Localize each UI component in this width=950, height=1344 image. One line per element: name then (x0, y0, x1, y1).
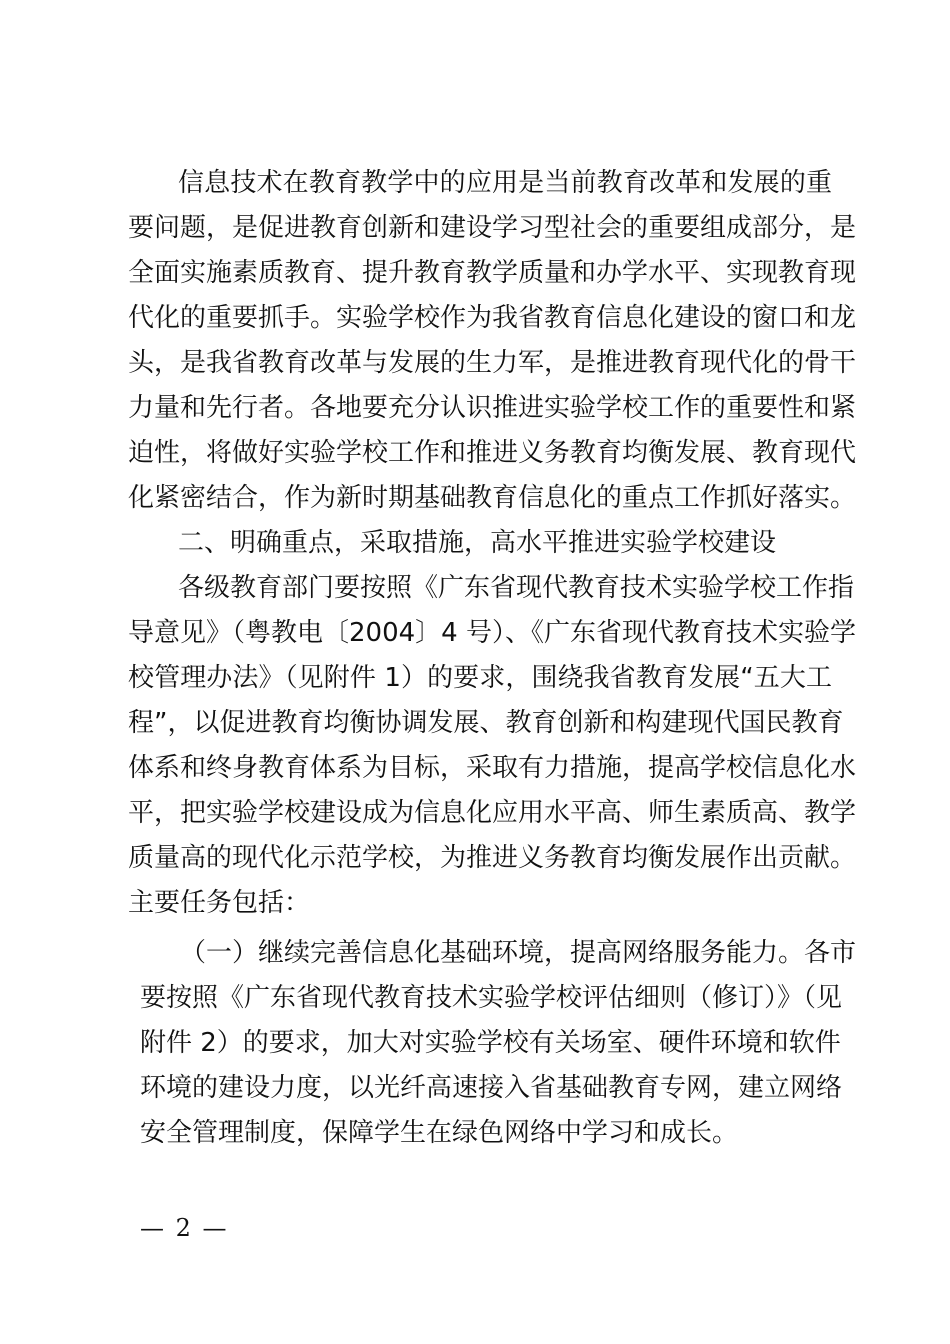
text-line: 质量高的现代化示范学校，为推进义务教育均衡发展作出贡献。 (128, 843, 857, 873)
text-line: 体系和终身教育体系为目标，采取有力措施，提高学校信息化水 (128, 753, 857, 783)
text-line: 全面实施素质教育、提升教育教学质量和办学水平、实现教育现 (128, 258, 857, 288)
section-heading: 二、明确重点，采取措施，高水平推进实验学校建设 (178, 528, 777, 558)
text-line: 要按照《广东省现代教育技术实验学校评估细则（修订）》（见 (140, 983, 843, 1013)
text-line: 化紧密结合，作为新时期基础教育信息化的重点工作抓好落实。 (128, 483, 857, 513)
page-number: — 2 — (140, 1214, 229, 1242)
text-line: 要问题，是促进教育创新和建设学习型社会的重要组成部分，是 (128, 213, 857, 243)
text-line: 代化的重要抓手。实验学校作为我省教育信息化建设的窗口和龙 (128, 303, 857, 333)
text-line: 平，把实验学校建设成为信息化应用水平高、师生素质高、教学 (128, 798, 857, 828)
text-line: 环境的建设力度，以光纤高速接入省基础教育专网，建立网络 (140, 1073, 843, 1103)
text-line: （一）继续完善信息化基础环境，提高网络服务能力。各市 (180, 938, 857, 968)
text-line: 附件 2）的要求，加大对实验学校有关场室、硬件环境和软件 (140, 1028, 841, 1058)
text-line: 信息技术在教育教学中的应用是当前教育改革和发展的重 (178, 168, 832, 198)
text-line: 各级教育部门要按照《广东省现代教育技术实验学校工作指 (178, 573, 855, 603)
text-line: 校管理办法》（见附件 1）的要求，围绕我省教育发展“五大工 (128, 663, 832, 693)
text-line: 头，是我省教育改革与发展的生力军，是推进教育现代化的骨干 (128, 348, 857, 378)
text-line: 迫性，将做好实验学校工作和推进义务教育均衡发展、教育现代 (128, 438, 857, 468)
text-line: 主要任务包括： (128, 888, 311, 918)
text-line: 程”，以促进教育均衡协调发展、教育创新和构建现代国民教育 (128, 708, 844, 738)
text-line: 安全管理制度，保障学生在绿色网络中学习和成长。 (140, 1118, 739, 1148)
text-line: 导意见》（粤教电〔2004〕4 号）、《广东省现代教育技术实验学 (128, 618, 856, 648)
text-line: 力量和先行者。各地要充分认识推进实验学校工作的重要性和紧 (128, 393, 857, 423)
